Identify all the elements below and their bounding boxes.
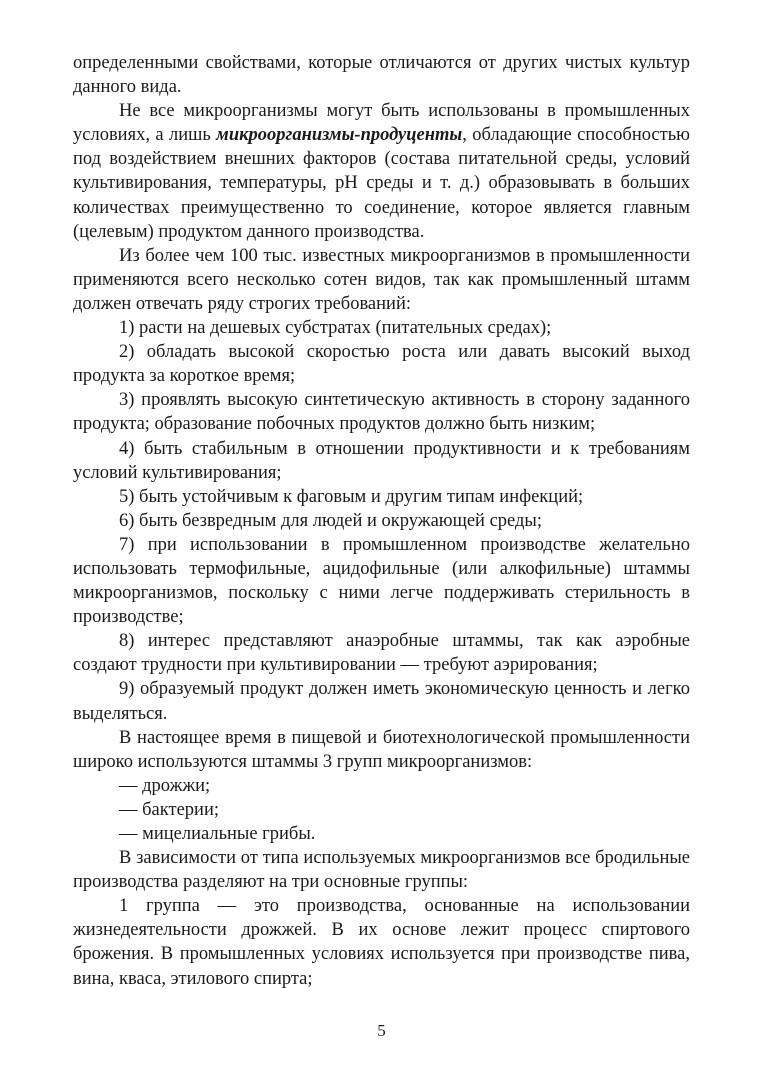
requirement-item-7: 7) при использовании в промышленном производстве желательно использовать термофильные, ацидофильные (или алкофильные) штаммы микроорганизмов, поскольку с ними легче поддерживать стерильность в производстве; (73, 534, 690, 628)
term-producers: микроорганизмы-продуценты (216, 125, 463, 146)
group-list-item: — бактерии; (119, 799, 219, 820)
requirement-item-9: 9) образуемый продукт должен иметь экономическую ценность и легко выделяться. (73, 679, 690, 724)
document-body (73, 51, 690, 991)
paragraph-producers (73, 99, 690, 244)
page-number: 5 (377, 1021, 386, 1040)
paragraph-producers-after: , обладающие способностью под воздействием внешних факторов (состава питательной среды, условий культивирования, температуры, pH среды и т. д.) образовывать в больших количествах преимущественно то соединение, которое является главным (целевым) продуктом данного производства. (73, 125, 690, 242)
paragraph-groups-intro: В настоящее время в пищевой и биотехнологической промышленности широко используются штаммы 3 групп микроорганизмов: (73, 727, 690, 772)
requirement-item-2: 2) обладать высокой скоростью роста или давать высокий выход продукта за короткое время; (73, 342, 690, 387)
requirement-item-8: 8) интерес представляют анаэробные штаммы, так как аэробные создают трудности при культивировании — требуют аэрирования; (73, 631, 690, 676)
requirement-item-5: 5) быть устойчивым к фаговым и другим типам инфекций; (119, 486, 584, 507)
requirement-item-4: 4) быть стабильным в отношении продуктивности и к требованиям условий культивирования; (73, 438, 690, 483)
paragraph-fermentation-groups: В зависимости от типа используемых микроорганизмов все бродильные производства разделяют на три основные группы: (73, 848, 690, 893)
group-list-item: — мицелиальные грибы. (119, 824, 316, 844)
requirement-item-3: 3) проявлять высокую синтетическую активность в сторону заданного продукта; образование побочных продуктов должно быть низким; (73, 390, 690, 435)
paragraph-continuation: определенными свойствами, которые отличаются от других чистых культур данного вида. (73, 53, 690, 98)
requirement-item-1: 1) расти на дешевых субстратах (питательных средах); (119, 318, 552, 339)
paragraph-producers-before: Не все микроорганизмы могут быть использованы в промышленных условиях, а лишь (73, 101, 690, 146)
requirement-item-6: 6) быть безвредным для людей и окружающей среды; (119, 510, 542, 531)
paragraph-requirements-intro: Из более чем 100 тыс. известных микроорганизмов в промышленности применяются всего несколько сотен видов, так как промышленный штамм должен отвечать ряду строгих требований: (73, 245, 690, 314)
paragraph-group-1: 1 группа — это производства, основанные на использовании жизнедеятельности дрожжей. В их основе лежит процесс спиртового брожения. В промышленных условиях используется при производстве пива, вина, кваса, этилового спирта; (73, 896, 690, 989)
group-list-item: — дрожжи; (119, 775, 211, 796)
